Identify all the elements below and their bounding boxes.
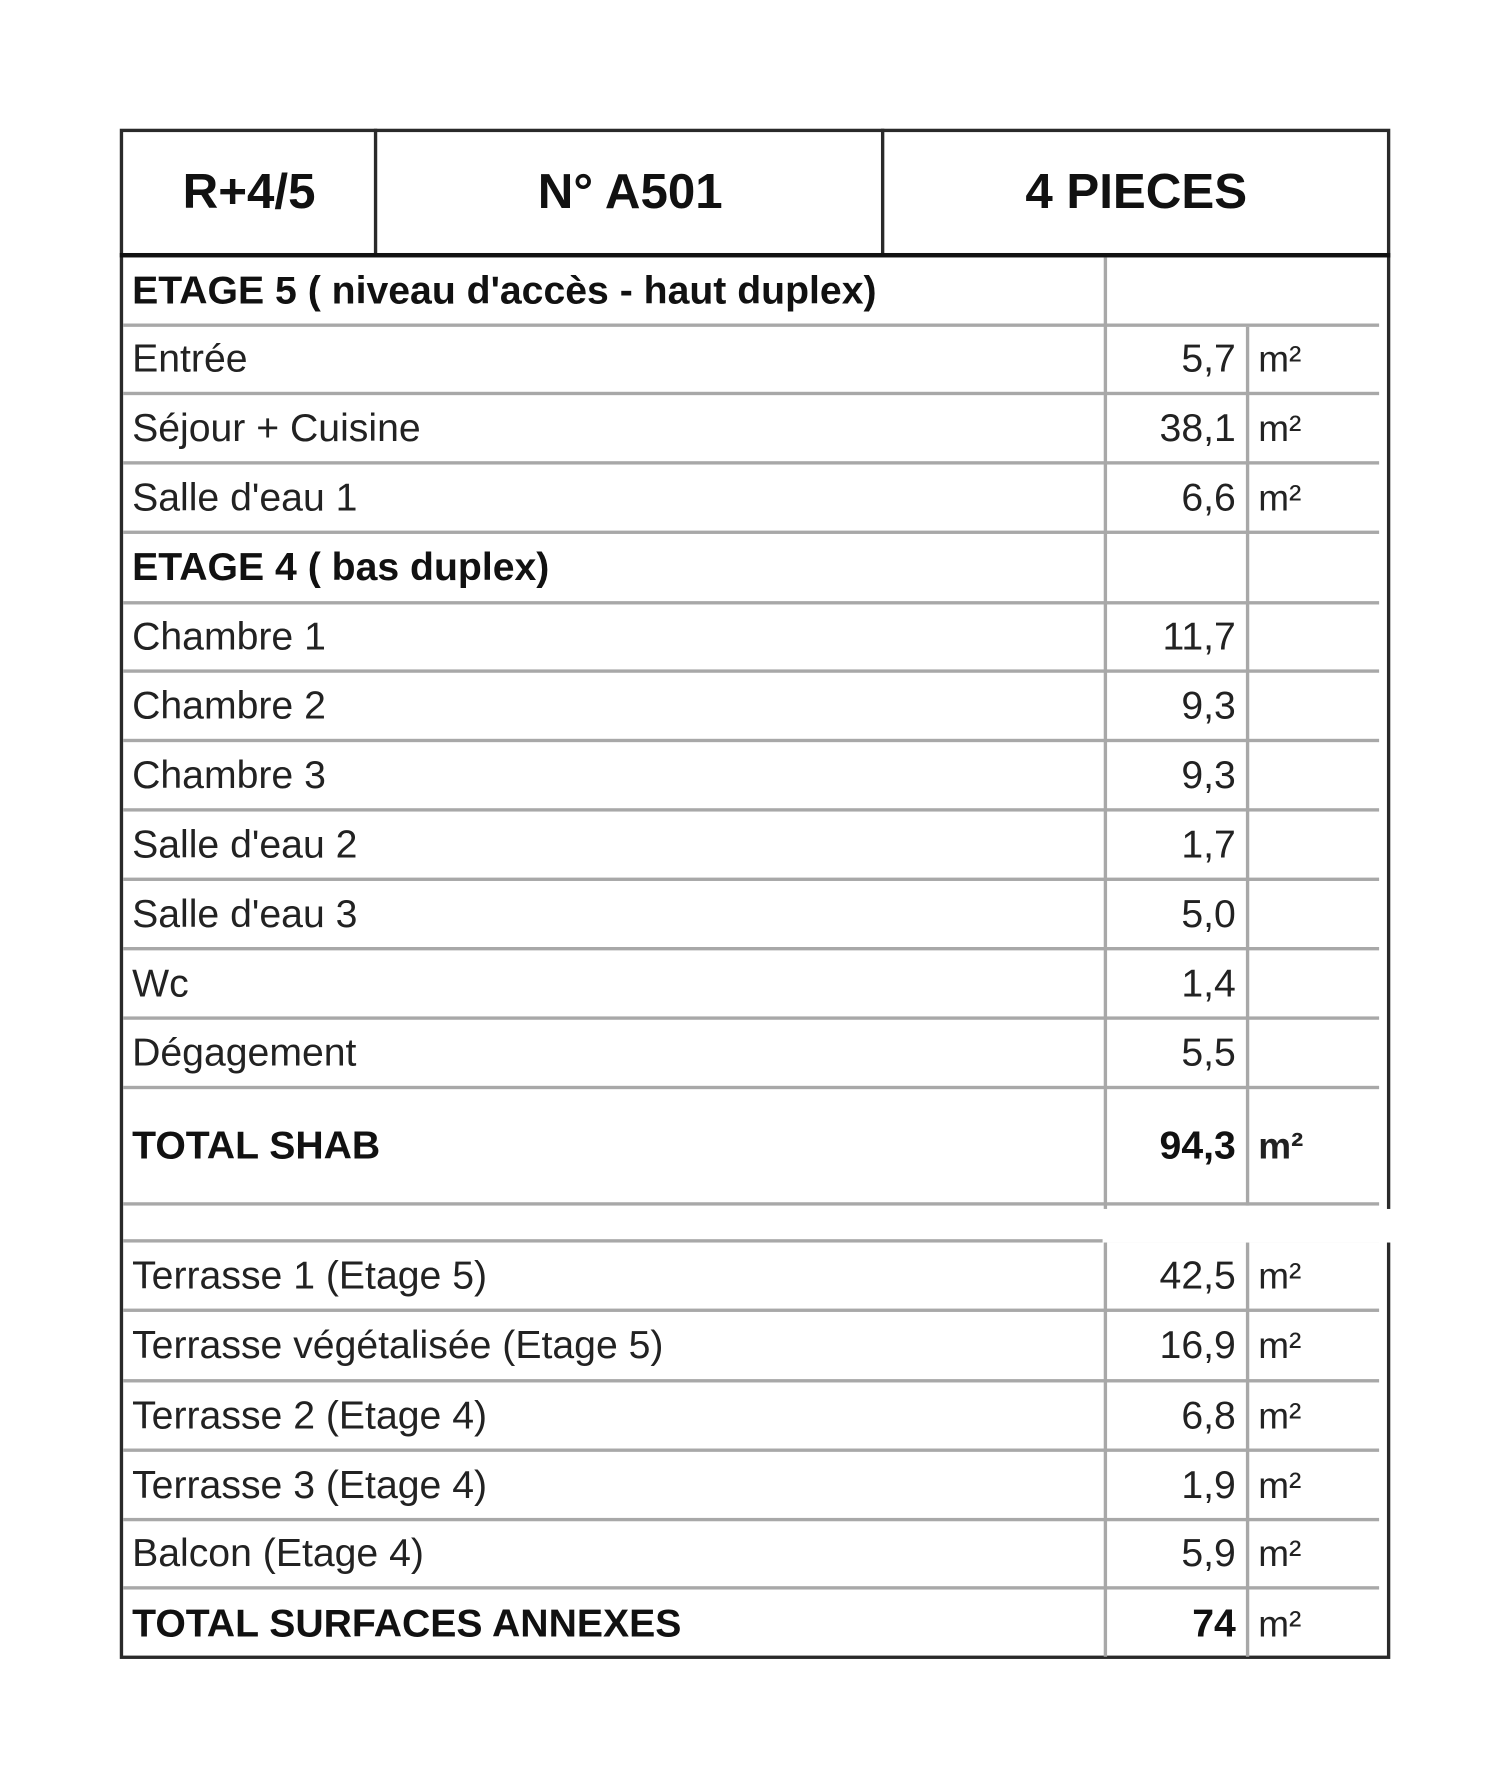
- unit-column-divider: [1246, 1243, 1249, 1657]
- table-row: [123, 673, 1379, 742]
- value-column-divider: [1104, 257, 1107, 1656]
- row-area-value: 6,8: [1181, 1393, 1236, 1437]
- table-row: [123, 881, 1379, 950]
- row-unit: m²: [1258, 1602, 1302, 1645]
- spacer-mask: [1103, 1209, 1394, 1243]
- table-row: [123, 1020, 1379, 1089]
- unit-column-divider: [1246, 327, 1249, 1089]
- row-unit: m²: [1258, 476, 1302, 518]
- row-area-value: 42,5: [1159, 1253, 1236, 1297]
- row-unit: m²: [1258, 1463, 1302, 1506]
- row-unit: m²: [1258, 1254, 1302, 1296]
- row-area-value: 9,3: [1181, 683, 1236, 728]
- row-area-value: 5,0: [1181, 891, 1236, 936]
- table-row: [123, 604, 1379, 672]
- table-row: [123, 1312, 1379, 1383]
- row-label: Chambre 1: [132, 614, 326, 659]
- row-unit: m²: [1258, 1324, 1302, 1366]
- row-label: TOTAL SHAB: [132, 1123, 381, 1167]
- table-row: [123, 1521, 1379, 1589]
- row-label: ETAGE 5 ( niveau d'accès - haut duplex): [132, 268, 877, 312]
- row-area-value: 11,7: [1162, 614, 1236, 659]
- row-area-value: 1,9: [1181, 1462, 1236, 1507]
- row-label: Terrasse 1 (Etage 5): [132, 1253, 488, 1297]
- header-apartment-number: N° A501: [537, 164, 723, 220]
- row-area-value: 5,5: [1181, 1030, 1236, 1075]
- row-unit: m²: [1258, 338, 1302, 380]
- row-label: Chambre 3: [132, 752, 326, 797]
- row-unit: m²: [1258, 1394, 1302, 1436]
- row-unit: m²: [1258, 406, 1302, 449]
- header-room-count: 4 PIECES: [1025, 164, 1248, 220]
- table-row: [123, 742, 1379, 811]
- row-label: Balcon (Etage 4): [132, 1531, 424, 1575]
- table-row: [123, 812, 1379, 881]
- header-level: R+4/5: [182, 164, 316, 220]
- row-area-value: 16,9: [1159, 1323, 1236, 1367]
- table-row: [123, 1243, 1379, 1312]
- row-label: Salle d'eau 2: [132, 822, 358, 866]
- row-unit: m²: [1258, 1124, 1304, 1166]
- unit-column-divider: [1246, 1089, 1249, 1205]
- row-area-value: 6,6: [1181, 475, 1236, 519]
- header-divider: [374, 129, 377, 257]
- row-area-value: 1,4: [1181, 961, 1236, 1005]
- total-row: [123, 1089, 1379, 1205]
- row-label: TOTAL SURFACES ANNEXES: [132, 1601, 682, 1646]
- row-label: Chambre 2: [132, 683, 326, 728]
- row-label: Séjour + Cuisine: [132, 405, 421, 450]
- row-label: Terrasse 3 (Etage 4): [132, 1462, 488, 1507]
- row-area-value: 5,9: [1181, 1531, 1236, 1575]
- row-area-value: 1,7: [1181, 822, 1236, 866]
- row-label: Wc: [132, 961, 189, 1005]
- row-label: Salle d'eau 1: [132, 475, 358, 519]
- row-area-value: 9,3: [1181, 752, 1236, 797]
- table-row: [123, 1452, 1379, 1521]
- row-area-value: 38,1: [1159, 405, 1236, 450]
- row-area-value: 74: [1192, 1601, 1236, 1646]
- row-area-value: 5,7: [1181, 336, 1236, 381]
- row-label: Salle d'eau 3: [132, 891, 358, 936]
- row-area-value: 94,3: [1159, 1123, 1236, 1167]
- section-row: [123, 534, 1379, 605]
- total-row: [123, 1590, 1379, 1659]
- row-label: ETAGE 4 ( bas duplex): [132, 545, 550, 589]
- row-label: Entrée: [132, 336, 248, 381]
- header-divider: [881, 129, 884, 257]
- table-row: [123, 950, 1379, 1019]
- table-row: [123, 395, 1379, 464]
- table-row: [123, 465, 1379, 534]
- row-label: Dégagement: [132, 1030, 357, 1075]
- row-unit: m²: [1258, 1532, 1302, 1574]
- row-label: Terrasse végétalisée (Etage 5): [132, 1323, 664, 1367]
- table-row: [123, 327, 1379, 395]
- section-row: [123, 257, 1379, 326]
- row-label: Terrasse 2 (Etage 4): [132, 1393, 488, 1437]
- table-row: [123, 1382, 1379, 1451]
